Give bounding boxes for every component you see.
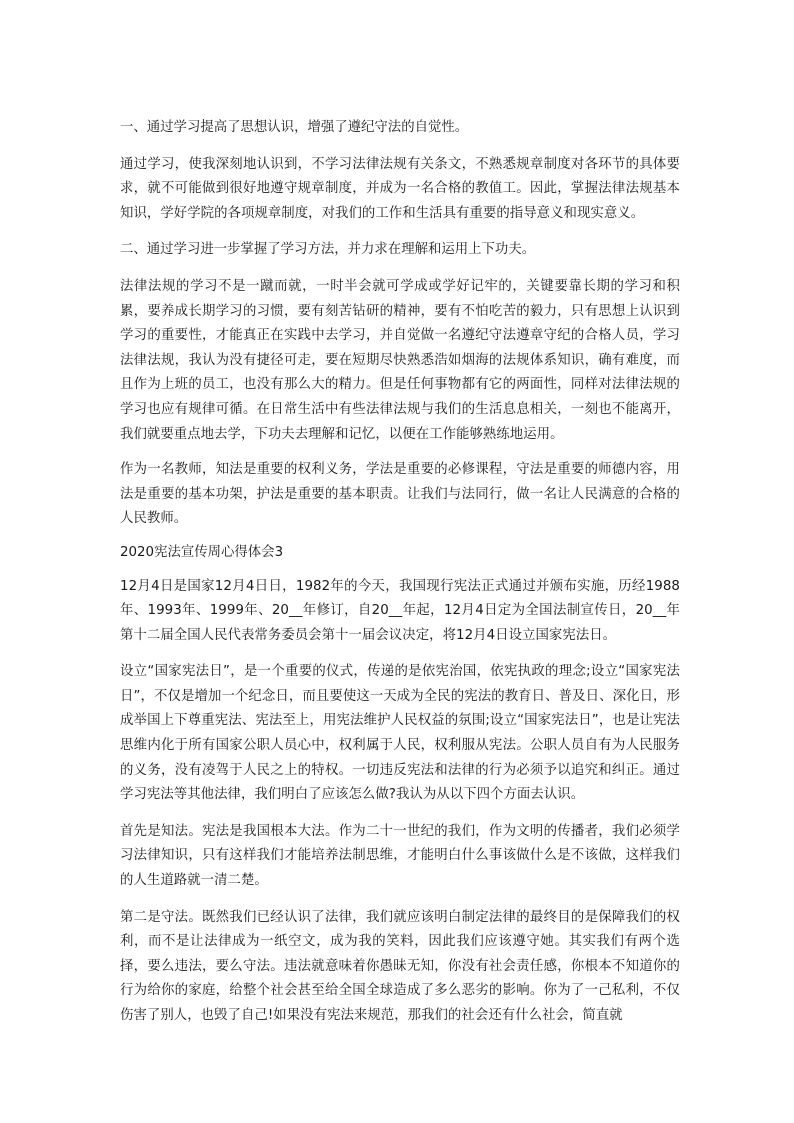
paragraph-study-method: 法律法规的学习不是一蹴而就，一时半会就可学成或学好记牢的，关键要靠长期的学习和积累，要养成长期学习的习惯，要有刻苦钻研的精神，要有不怕吃苦的毅力，只有思想上认识到学习的重要性，才能真正在实践中去学习，并自觉做一名遵纪守法遵章守纪的合格人员，学习法律法规，我认为没有捷径可走，要在短期尽快熟悉浩如烟海的法规体系知识，确有难度，而且作为上班的员工，也没有那么大的精力。但是任何事物都有它的两面性，同样对法律法规的学习也应有规律可循。在日常生活中有些法律法规与我们的生活息息相关，一刻也不能离开，我们就要重点地去学，下功夫去理解和记忆，以便在工作能够熟练地运用。 — [120, 278, 680, 442]
section-heading-1: 一、通过学习提高了思想认识，增强了遵纪守法的自觉性。 — [120, 120, 469, 135]
paragraph-know-law: 首先是知法。宪法是我国根本大法。作为二十一世纪的我们，作为文明的传播者，我们必须学习法律知识，只有这样我们才能培养法制思维，才能明白什么事该做什么是不该做，这样我们的人生道路就一清二楚。 — [120, 823, 680, 889]
paragraph-constitution-day: 12月4日是国家12月4日日，1982年的今天，我国现行宪法正式通过并颁布实施，历经1988年、1993年、1999年、20__年修订，自20__年起，12月4日定为全国法制宣传日，20__年第十二届全国人民代表常务委员会第十一届会议决定，将12月4日设立国家宪法日。 — [120, 578, 680, 643]
document-body — [120, 116, 680, 1029]
paragraph-teacher-role: 作为一名教师，知法是重要的权利义务，学法是重要的必修课程，守法是重要的师德内容，用法是重要的基本功架，护法是重要的基本职责。让我们与法同行，做一名让人民满意的合格的人民教师。 — [120, 462, 680, 527]
paragraph-obey-law: 第二是守法。既然我们已经认识了法律，我们就应该明白制定法律的最终目的是保障我们的权利，而不是让法律成为一纸空文，成为我的笑料，因此我们应该遵守她。其实我们有两个选择，要么违法，要么守法。违法就意味着你愚昧无知，你没有社会责任感，你根本不知道你的行为给你的家庭，给整个社会甚至给全国全球造成了多么恶劣的影响。你为了一己私利，不仅伤害了别人，也毁了自己!如果没有宪法来规范，那我们的社会还有什么社会，简直就 — [120, 909, 680, 1023]
article-title: 2020宪法宣传周心得体会3 — [120, 544, 284, 560]
section-heading-2: 二、通过学习进一步掌握了学习方法，并力求在理解和运用上下功夫。 — [120, 242, 536, 258]
paragraph-constitution-day-meaning: 设立“国家宪法日”，是一个重要的仪式，传递的是依宪治国，依宪执政的理念;设立“国家宪法日”，不仅是增加一个纪念日，而且要使这一天成为全民的宪法的教育日、普及日、深化日，形成举国上下尊重宪法、宪法至上，用宪法维护人民权益的氛围;设立“国家宪法日”，也是让宪法思维内化于所有国家公职人员心中，权利属于人民，权利服从宪法。公职人员自有为人民服务的义务，没有凌驾于人民之上的特权。一切违反宪法和法律的行为必须予以追究和纠正。通过学习宪法等其他法律，我们明白了应该怎么做?我认为从以下四个方面去认识。 — [120, 664, 680, 803]
paragraph-study-awareness: 通过学习，使我深刻地认识到，不学习法律法规有关条文，不熟悉规章制度对各环节的具体要求，就不可能做到很好地遵守规章制度，并成为一名合格的教值工。因此，掌握法律法规基本知识，学好学院的各项规章制度，对我们的工作和生活具有重要的指导意义和现实意义。 — [120, 156, 680, 221]
